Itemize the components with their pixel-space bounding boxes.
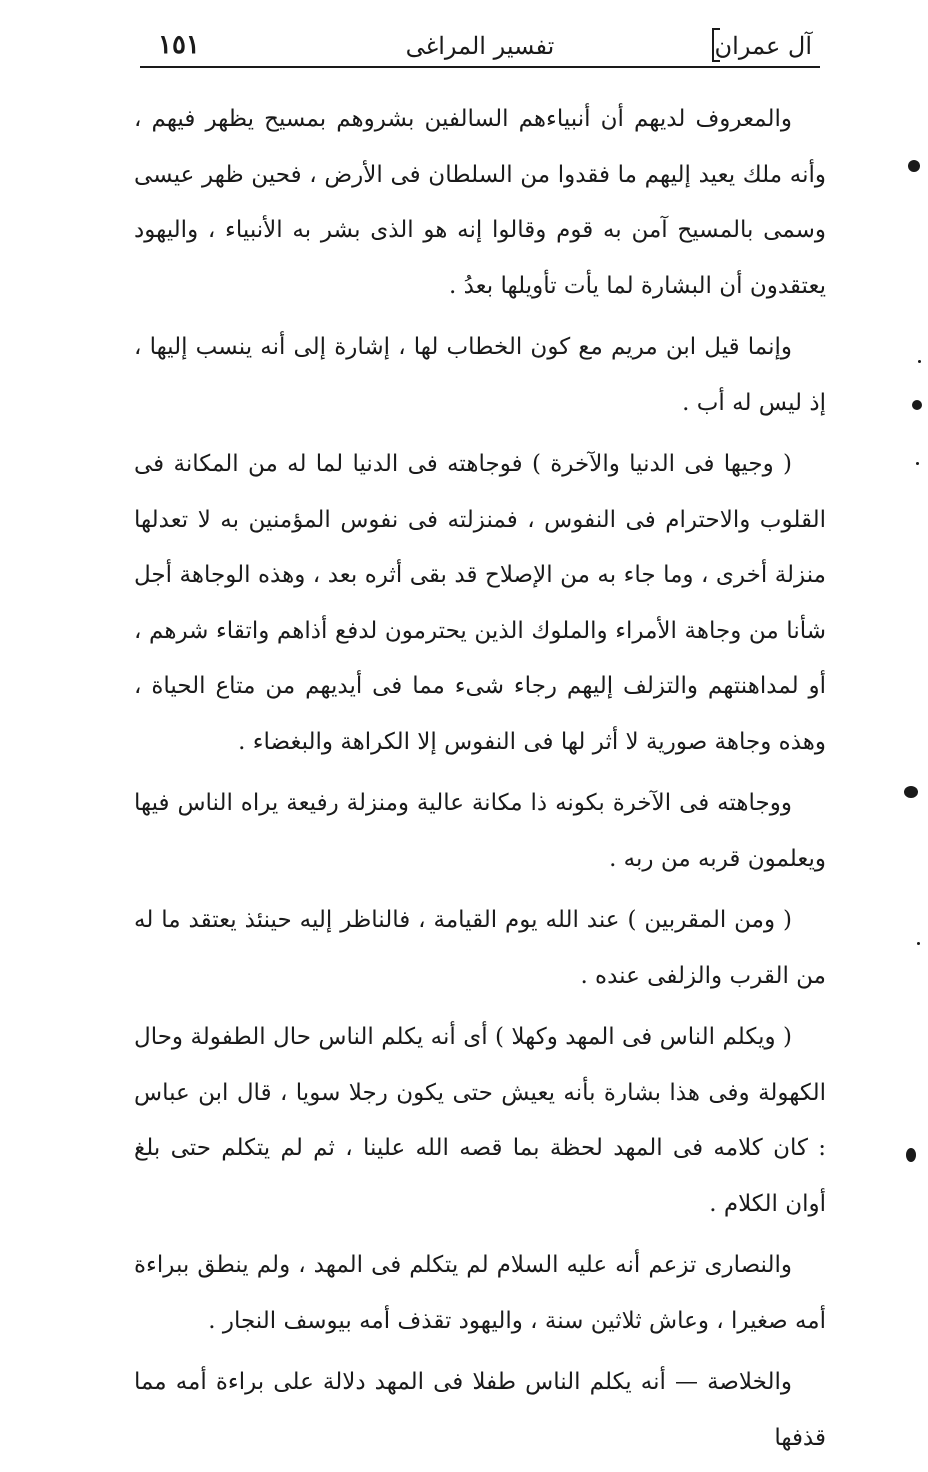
header-rule — [140, 66, 820, 68]
scan-speck — [908, 160, 920, 172]
paragraph: والنصارى تزعم أنه عليه السلام لم يتكلم فى المهد ، ولم ينطق ببراءة أمه صغيرا ، وعاش ثلاثين سنة ، واليهود تقذف أمه بيوسف النجار . — [134, 1252, 826, 1334]
paragraph: وإنما قيل ابن مريم مع كون الخطاب لها ، إشارة إلى أنه ينسب إليها ، إذ ليس له أب . — [134, 334, 826, 416]
paragraph: ( وجيها فى الدنيا والآخرة ) فوجاهته فى الدنيا لما له من المكانة فى القلوب والاحترام فى النفوس ، فمنزلته فى نفوس المؤمنين به لا تعدلها منزلة أخرى ، وما جاء به من الإصلاح قد بقى أثره بعد ، وهذه الوجاهة أجل شأنا من وجاهة الأمراء والملوك الذين يحترمون لدفع أذاهم واتقاء شرهم ، أو لمداهنتهم والتزلف إليهم رجاء شىء مما فى أيديهم من متاع الحياة ، وهذه وجاهة صورية لا أثر لها فى النفوس إلا الكراهة والبغضاء . — [134, 451, 826, 755]
surah-name: آل عمران — [714, 32, 812, 60]
page-header — [140, 28, 820, 68]
scan-speck — [916, 462, 919, 465]
paragraph: ( ومن المقربين ) عند الله يوم القيامة ، فالناظر إليه حينئذ يعتقد ما له من القرب والزلفى عنده . — [134, 907, 826, 989]
header-bracket — [712, 28, 720, 62]
paragraph: ( ويكلم الناس فى المهد وكهلا ) أى أنه يكلم الناس حال الطفولة وحال الكهولة وفى هذا بشارة بأنه يعيش حتى يكون رجلا سويا ، قال ابن عباس : كان كلامه فى المهد لحظة بما قصه الله علينا ، ثم لم يتكلم حتى بلغ أوان الكلام . — [134, 1024, 826, 1217]
paragraph: والخلاصة — أنه يكلم الناس طفلا فى المهد دلالة على براءة أمه مما قذفها — [134, 1369, 826, 1451]
page-number: ١٥١ — [158, 30, 200, 60]
paragraph: والمعروف لديهم أن أنبياءهم السالفين بشروهم بمسيح يظهر فيهم ، وأنه ملك يعيد إليهم ما فقدوا من السلطان فى الأرض ، فحين ظهر عيسى وسمى بالمسيح آمن به قوم وقالوا إنه هو الذى بشر به الأنبياء ، واليهود يعتقدون أن البشارة لما يأت تأويلها بعدُ . — [134, 106, 826, 299]
scan-speck — [906, 1148, 916, 1162]
scan-speck — [918, 360, 921, 363]
scan-speck — [917, 942, 920, 945]
scan-speck — [904, 786, 918, 798]
body-text — [134, 92, 826, 1472]
scan-speck — [912, 400, 922, 410]
book-title: تفسير المراغى — [405, 32, 555, 60]
paragraph: ووجاهته فى الآخرة بكونه ذا مكانة عالية ومنزلة رفيعة يراه الناس فيها ويعلمون قربه من ربه . — [134, 790, 826, 872]
